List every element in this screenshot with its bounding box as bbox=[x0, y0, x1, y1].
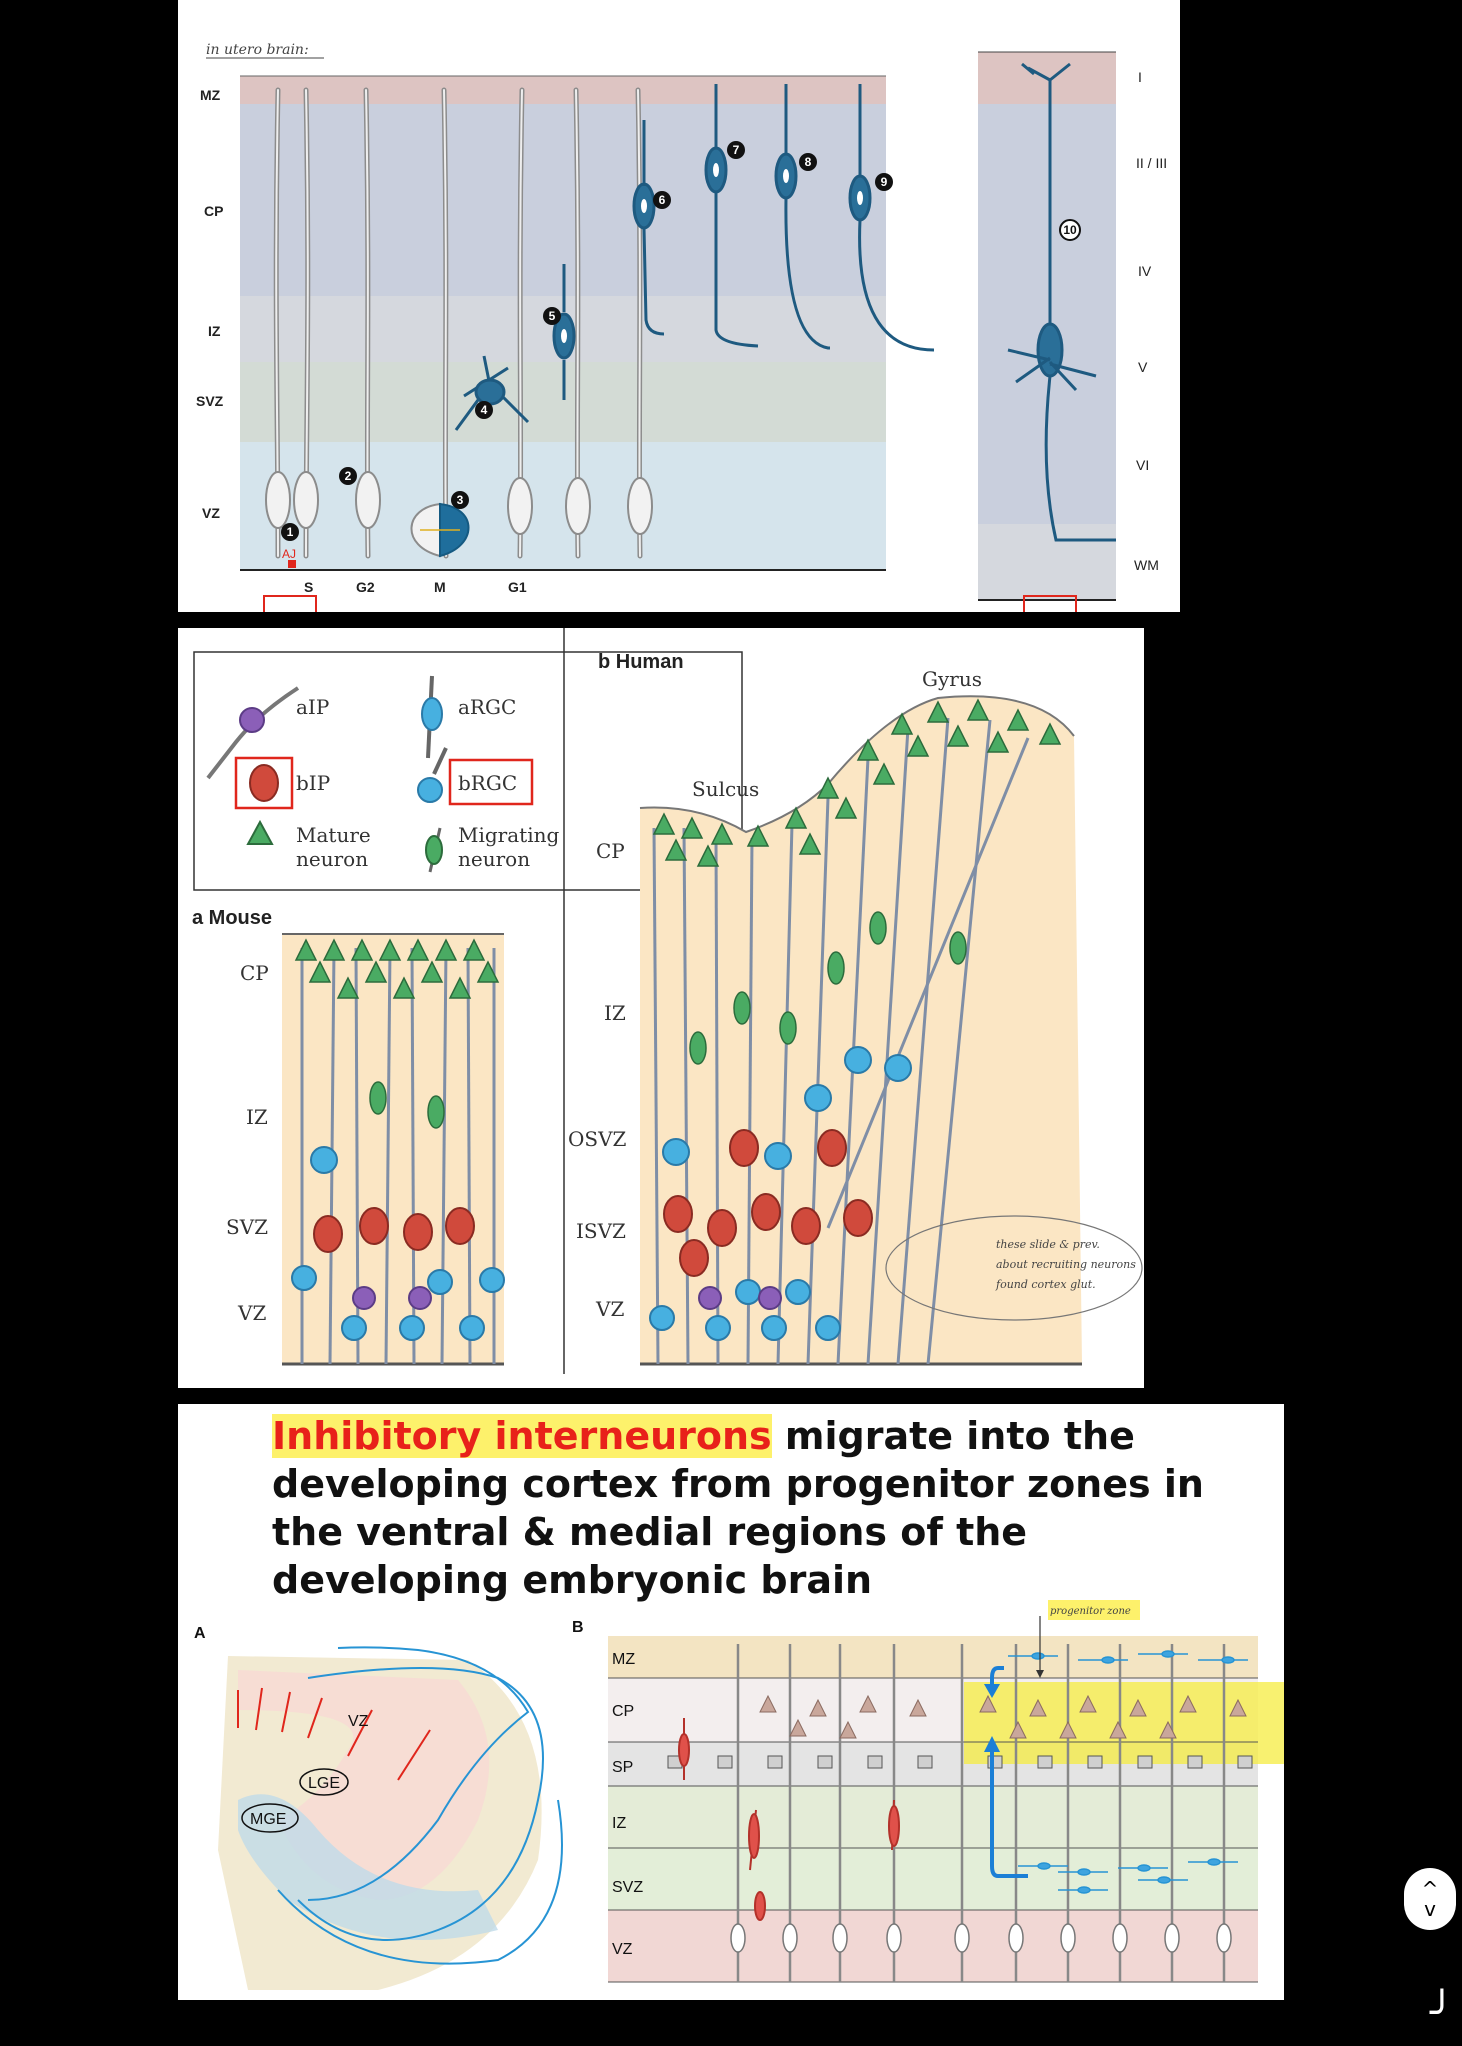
human-sulcus-label: Sulcus bbox=[692, 777, 760, 801]
svg-text:5: 5 bbox=[548, 309, 556, 323]
legend-bip: bIP bbox=[296, 771, 331, 795]
headline-text: migrate into the developing cortex from progenitor zones in the ventral & medial regions of the developing embryonic brain bbox=[272, 1414, 1204, 1602]
interneuron-migration-diagram bbox=[178, 1600, 1284, 2000]
layer-label-i: I bbox=[1138, 69, 1142, 85]
phase-label-s: S bbox=[304, 579, 314, 595]
human-zone-isvz: ISVZ bbox=[576, 1219, 626, 1243]
legend-migrating-line2: neuron bbox=[458, 847, 531, 871]
mge-label: MGE bbox=[250, 1811, 287, 1828]
legend-brgc: bRGC bbox=[458, 771, 518, 795]
aj-label: AJ bbox=[282, 547, 297, 561]
zone-b-mz: MZ bbox=[612, 1651, 636, 1668]
human-zone-cp: CP bbox=[596, 839, 625, 863]
zone-b-sp: SP bbox=[612, 1759, 634, 1776]
zone-b-iz: IZ bbox=[612, 1815, 627, 1832]
svg-text:7: 7 bbox=[732, 143, 740, 157]
svg-text:6: 6 bbox=[658, 193, 666, 207]
headline-highlight: Inhibitory interneurons bbox=[272, 1414, 772, 1458]
lge-label: LGE bbox=[308, 1775, 341, 1792]
human-zone-osvz: OSVZ bbox=[568, 1127, 627, 1151]
panel-mouse-human-comparison bbox=[178, 628, 1144, 1388]
legend-mature-line1: Mature bbox=[296, 823, 371, 847]
mouse-title: a Mouse bbox=[192, 907, 273, 929]
svg-text:3: 3 bbox=[456, 493, 464, 507]
human-gyrus-label: Gyrus bbox=[922, 667, 982, 691]
zone-b-cp: CP bbox=[612, 1703, 635, 1720]
step-marker-9 bbox=[875, 173, 893, 191]
zone-label-svz: SVZ bbox=[196, 393, 224, 409]
chevron-down-icon[interactable]: v bbox=[1424, 1897, 1436, 1921]
zone-label-iz: IZ bbox=[208, 323, 221, 339]
step-marker-6 bbox=[653, 191, 671, 209]
zone-b-svz: SVZ bbox=[612, 1879, 644, 1896]
layer-label-vi: VI bbox=[1136, 457, 1150, 473]
step-marker-8 bbox=[799, 153, 817, 171]
human-title: b Human bbox=[598, 651, 684, 673]
svg-text:1: 1 bbox=[286, 525, 294, 539]
zone-label-mz: MZ bbox=[200, 87, 221, 103]
slide-headline bbox=[272, 1412, 1272, 1604]
layer-label-v: V bbox=[1138, 359, 1148, 375]
svg-text:9: 9 bbox=[880, 175, 888, 189]
label-a: A bbox=[194, 1625, 206, 1642]
human-zone-vz: VZ bbox=[596, 1297, 625, 1321]
mouse-zone-vz: VZ bbox=[238, 1301, 267, 1325]
legend-argc: aRGC bbox=[458, 695, 517, 719]
mouse-human-diagram bbox=[178, 628, 1144, 1388]
zone-label-cp: CP bbox=[204, 203, 224, 219]
step-marker-3 bbox=[451, 491, 469, 509]
phase-label-m: M bbox=[434, 579, 446, 595]
corner-resize-icon: ╯ bbox=[1429, 1990, 1454, 2036]
step-marker-2 bbox=[339, 467, 357, 485]
step-marker-5 bbox=[543, 307, 561, 325]
layer-label-wm: WM bbox=[1134, 557, 1159, 573]
progenitor-zone-note: progenitor zone bbox=[1050, 1606, 1131, 1617]
handwritten-note-line1: these slide & prev. bbox=[996, 1238, 1100, 1251]
phase-label-g1: G1 bbox=[508, 579, 527, 595]
page-nav-button[interactable] bbox=[1404, 1868, 1456, 1930]
panel-cortical-neurogenesis bbox=[178, 0, 1180, 612]
mouse-zone-cp: CP bbox=[240, 961, 269, 985]
neurogenesis-diagram bbox=[178, 0, 1180, 612]
zone-b-vz: VZ bbox=[612, 1941, 633, 1958]
layer-label-iv: IV bbox=[1138, 263, 1152, 279]
step-marker-10 bbox=[1060, 220, 1080, 240]
human-zone-iz: IZ bbox=[604, 1001, 626, 1025]
vz-label-a: VZ bbox=[348, 1713, 369, 1730]
svg-text:10: 10 bbox=[1063, 223, 1077, 237]
legend-aip: aIP bbox=[296, 695, 330, 719]
mouse-zone-iz: IZ bbox=[246, 1105, 268, 1129]
handwritten-note-line3: found cortex glut. bbox=[996, 1278, 1096, 1291]
handwritten-note: in utero brain: bbox=[206, 42, 309, 58]
phase-label-g2: G2 bbox=[356, 579, 375, 595]
step-marker-4 bbox=[475, 401, 493, 419]
chevron-up-icon[interactable]: ^ bbox=[1421, 1877, 1439, 1901]
step-marker-1 bbox=[281, 523, 299, 541]
svg-text:8: 8 bbox=[804, 155, 812, 169]
legend-migrating-line1: Migrating bbox=[458, 823, 560, 847]
svg-text:4: 4 bbox=[480, 403, 488, 417]
zone-label-vz: VZ bbox=[202, 505, 220, 521]
label-b: B bbox=[572, 1619, 584, 1636]
step-marker-7 bbox=[727, 141, 745, 159]
mouse-zone-svz: SVZ bbox=[226, 1215, 269, 1239]
handwritten-note-line2: about recruiting neurons bbox=[996, 1258, 1136, 1271]
legend-mature-line2: neuron bbox=[296, 847, 369, 871]
svg-text:2: 2 bbox=[344, 469, 352, 483]
layer-label-ii-iii: II / III bbox=[1136, 155, 1168, 171]
